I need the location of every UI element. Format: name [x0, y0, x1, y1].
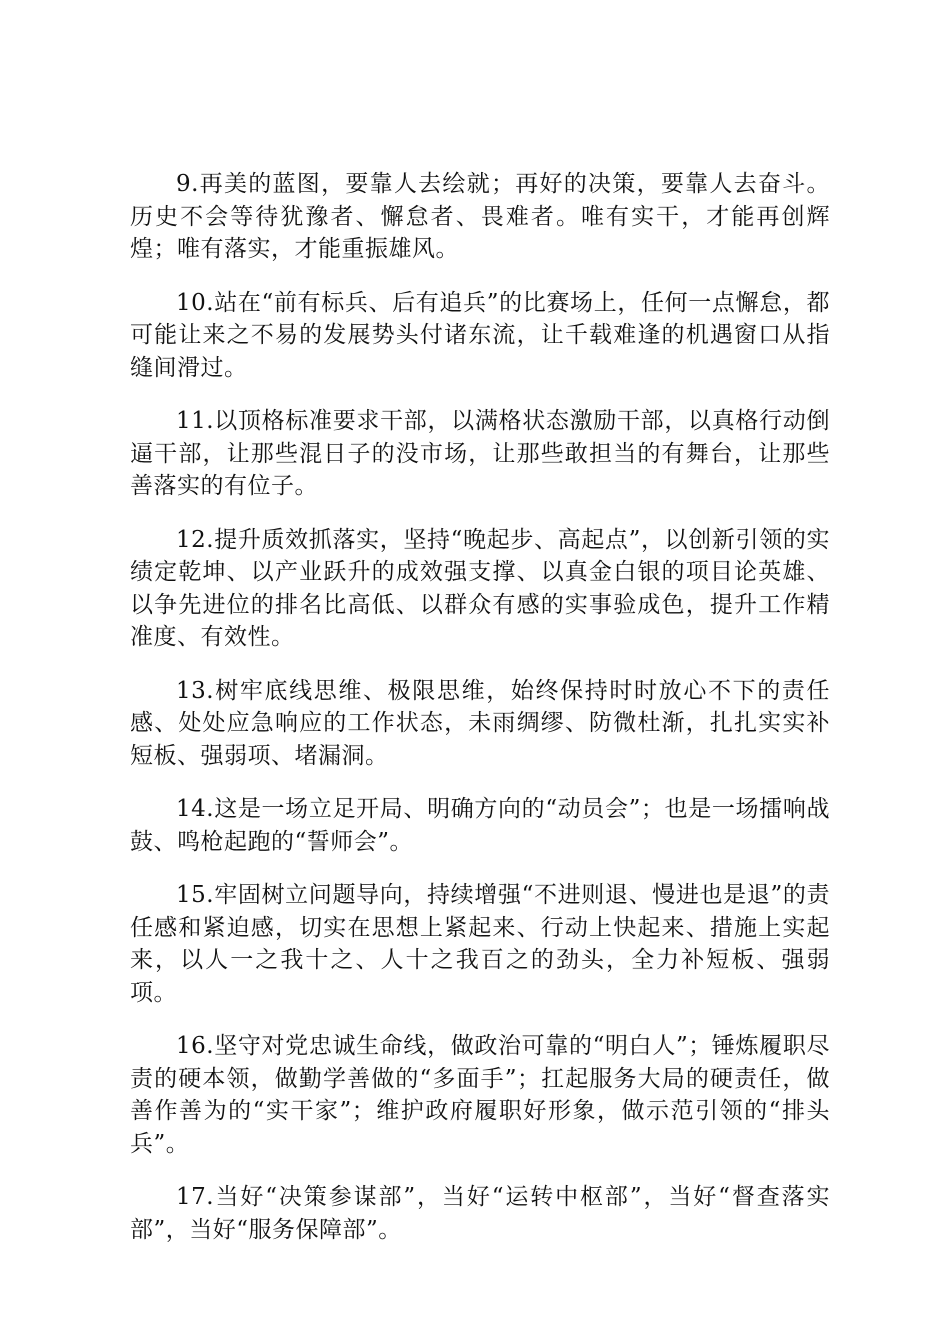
paragraph-15: 15.牢固树立问题导向，持续增强“不进则退、慢进也是退”的责任感和紧迫感，切实在思想上紧起来、行动上快起来、措施上实起来，以人一之我十之、人十之我百之的劲头，全力补短板、强弱项。 — [130, 882, 830, 1006]
paragraph-12: 12.提升质效抓落实，坚持“晚起步、高起点”，以创新引领的实绩定乾坤、以产业跃升的成效强支撑、以真金白银的项目论英雄、以争先进位的排名比高低、以群众有感的实事验成色，提升工作精准度、有效性。 — [130, 526, 830, 650]
paragraph-11: 11.以顶格标准要求干部，以满格状态激励干部，以真格行动倒逼干部，让那些混日子的没市场，让那些敢担当的有舞台，让那些善落实的有位子。 — [130, 408, 830, 499]
paragraph-17: 17.当好“决策参谋部”，当好“运转中枢部”，当好“督查落实部”，当好“服务保障部”。 — [130, 1184, 830, 1243]
document-body — [130, 168, 830, 1267]
paragraph-10: 10.站在“前有标兵、后有追兵”的比赛场上，任何一点懈怠，都可能让来之不易的发展势头付诸东流，让千载难逢的机遇窗口从指缝间滑过。 — [130, 289, 830, 381]
paragraph-9: 9.再美的蓝图，要靠人去绘就；再好的决策，要靠人去奋斗。历史不会等待犹豫者、懈怠者、畏难者。唯有实干，才能再创辉煌；唯有落实，才能重振雄风。 — [130, 171, 830, 262]
paragraph-13: 13.树牢底线思维、极限思维，始终保持时时放心不下的责任感、处处应急响应的工作状态，未雨绸缪、防微杜渐，扎扎实实补短板、强弱项、堵漏洞。 — [130, 677, 830, 769]
paragraph-14: 14.这是一场立足开局、明确方向的“动员会”；也是一场擂响战鼓、鸣枪起跑的“誓师会”。 — [130, 796, 830, 855]
paragraph-16: 16.坚守对党忠诚生命线，做政治可靠的“明白人”；锤炼履职尽责的硬本领，做勤学善做的“多面手”；扛起服务大局的硬责任，做善作善为的“实干家”；维护政府履职好形象，做示范引领的“排头兵”。 — [130, 1033, 830, 1157]
